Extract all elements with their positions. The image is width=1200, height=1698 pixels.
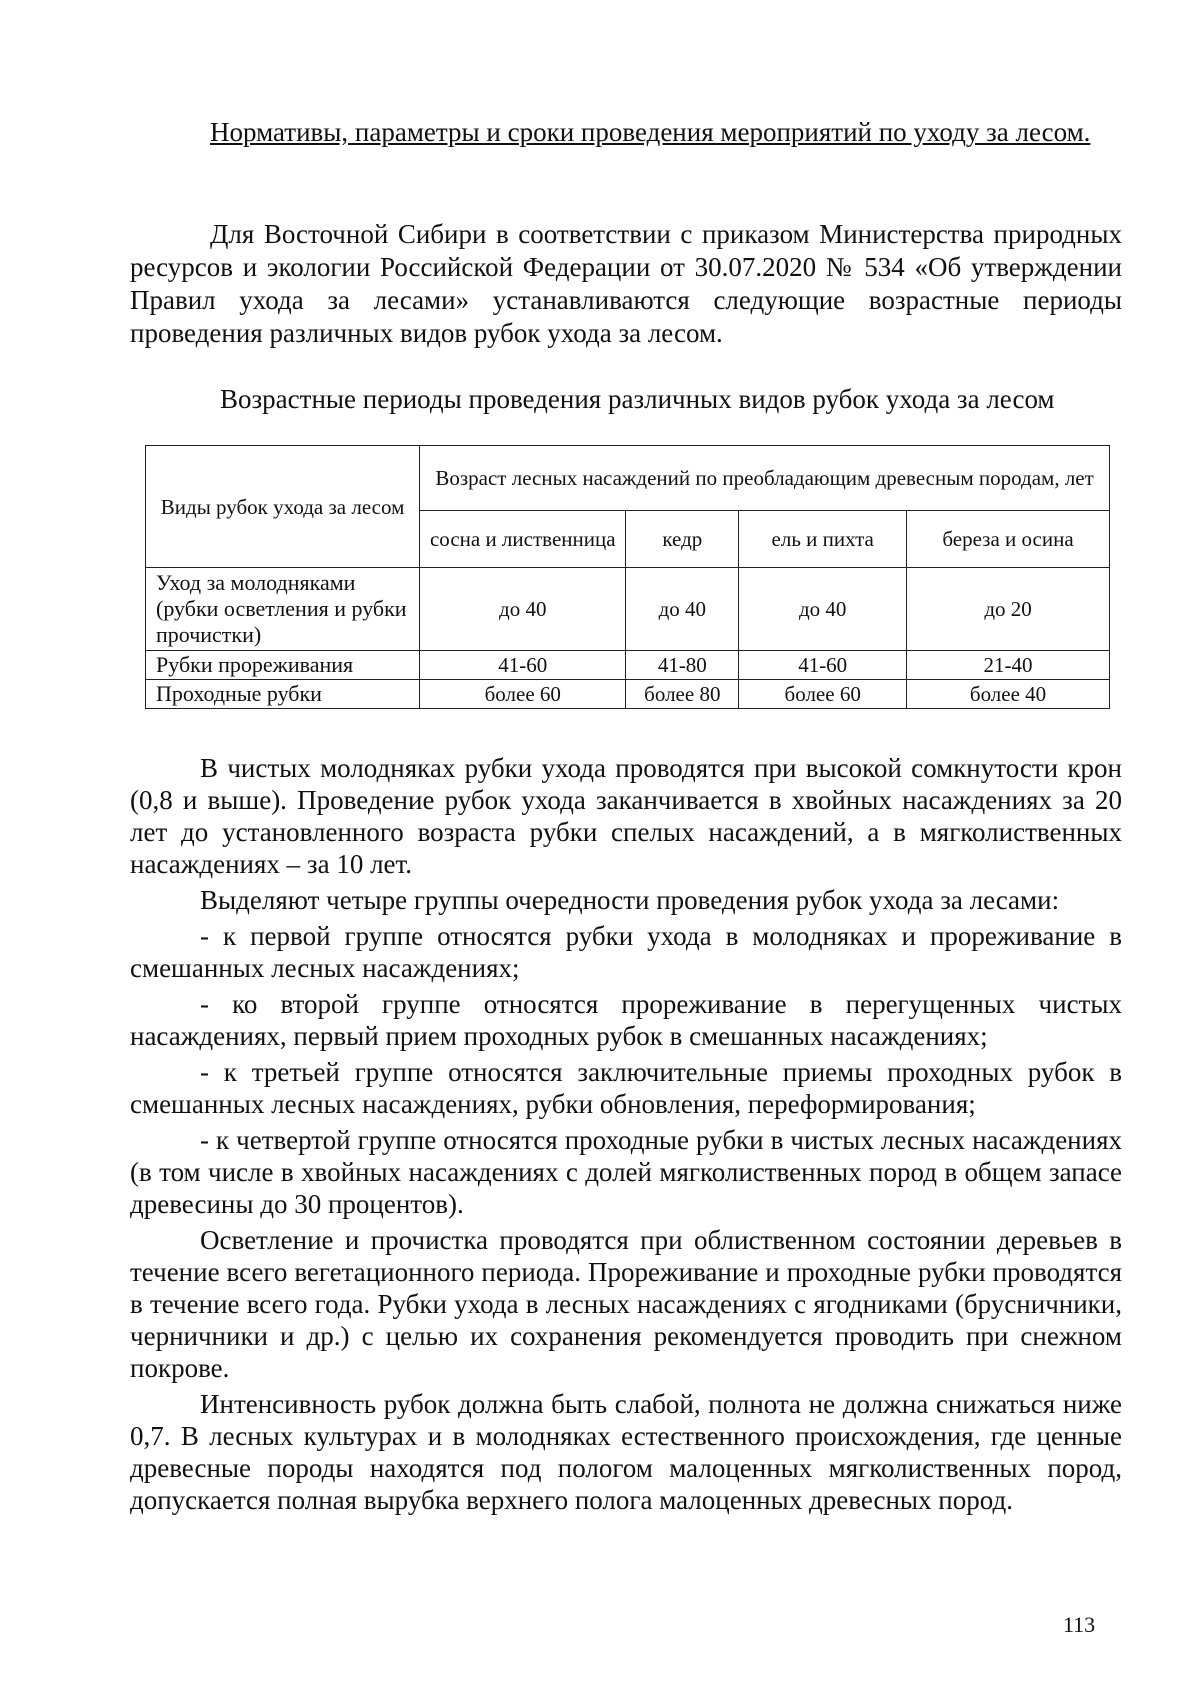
table-cell: более 60	[420, 680, 626, 709]
row-label: Рубки прореживания	[146, 651, 420, 680]
body-text	[130, 752, 1122, 1520]
table-cell: 41-60	[420, 651, 626, 680]
table-row	[146, 568, 1110, 651]
section-heading: Нормативы, параметры и сроки проведения мероприятий по уходу за лесом.	[210, 117, 1091, 147]
list-item-group-2: - ко второй группе относятся прореживание в перегущенных чистых насаждениях, первый прием проходных рубок в смешанных насаждениях;	[130, 989, 1122, 1051]
table-group-header: Возраст лесных насаждений по преобладающим древесным породам, лет	[420, 446, 1110, 511]
column-header: береза и осина	[907, 511, 1110, 568]
table-cell: 21-40	[907, 651, 1110, 680]
cutting-periods-table	[145, 445, 1110, 709]
table-cell: до 40	[626, 568, 739, 651]
table-cell: до 40	[420, 568, 626, 651]
table-cell: до 20	[907, 568, 1110, 651]
table-cell: более 60	[739, 680, 907, 709]
table-cell: до 40	[739, 568, 907, 651]
table-corner-header: Виды рубок ухода за лесом	[146, 446, 420, 568]
table-row	[146, 651, 1110, 680]
table-cell: более 40	[907, 680, 1110, 709]
list-item-group-4: - к четвертой группе относятся проходные рубки в чистых лесных насаждениях (в том числе в хвойных насаждениях с долей мягколиственных пород в общем запасе древесины до 30 процентов).	[130, 1125, 1122, 1219]
paragraph-intensity: Интенсивность рубок должна быть слабой, полнота не должна снижаться ниже 0,7. В лесных культурах и в молодняках естественного происхождения, где ценные древесные породы находятся под пологом малоценных мягколиственных пород, допускается полная вырубка верхнего полога малоценных древесных пород.	[130, 1389, 1122, 1515]
page-number: 113	[1063, 1612, 1096, 1637]
list-item-group-3: - к третьей группе относятся заключительные приемы проходных рубок в смешанных лесных насаждениях, рубки обновления, переформирования;	[130, 1057, 1122, 1119]
table-row	[146, 680, 1110, 709]
table-cell: 41-60	[739, 651, 907, 680]
intro-paragraph: Для Восточной Сибири в соответствии с приказом Министерства природных ресурсов и экологии Российской Федерации от 30.07.2020 № 534 «Об утверждении Правил ухода за лесами» устанавливаются следующие возрастные периоды проведения различных видов рубок ухода за лесом.	[130, 219, 1122, 348]
column-header: кедр	[626, 511, 739, 568]
row-label: Проходные рубки	[146, 680, 420, 709]
table-cell: 41-80	[626, 651, 739, 680]
list-item-group-1: - к первой группе относятся рубки ухода в молодняках и прореживание в смешанных лесных насаждениях;	[130, 921, 1122, 983]
column-header: ель и пихта	[739, 511, 907, 568]
table-caption: Возрастные периоды проведения различных видов рубок ухода за лесом	[220, 384, 1055, 414]
paragraph-young-stands: В чистых молодняках рубки ухода проводятся при высокой сомкнутости крон (0,8 и выше). Проведение рубок ухода заканчивается в хвойных насаждениях за 20 лет до установленного возраста рубки спелых насаждений, а в мягколиственных насаждениях – за 10 лет.	[130, 753, 1122, 879]
row-label: Уход за молодняками (рубки осветления и рубки прочистки)	[146, 568, 420, 651]
table-cell: более 80	[626, 680, 739, 709]
paragraph-timing: Осветление и прочистка проводятся при облиственном состоянии деревьев в течение всего вегетационного периода. Прореживание и проходные рубки проводятся в течение всего года. Рубки ухода в лесных насаждениях с ягодниками (брусничники, черничники и др.) с целью их сохранения рекомендуется проводить при снежном покрове.	[130, 1225, 1122, 1383]
column-header: сосна и лиственница	[420, 511, 626, 568]
table-header-row	[146, 446, 1110, 511]
paragraph-groups-intro: Выделяют четыре группы очередности проведения рубок ухода за лесами:	[200, 885, 1060, 915]
